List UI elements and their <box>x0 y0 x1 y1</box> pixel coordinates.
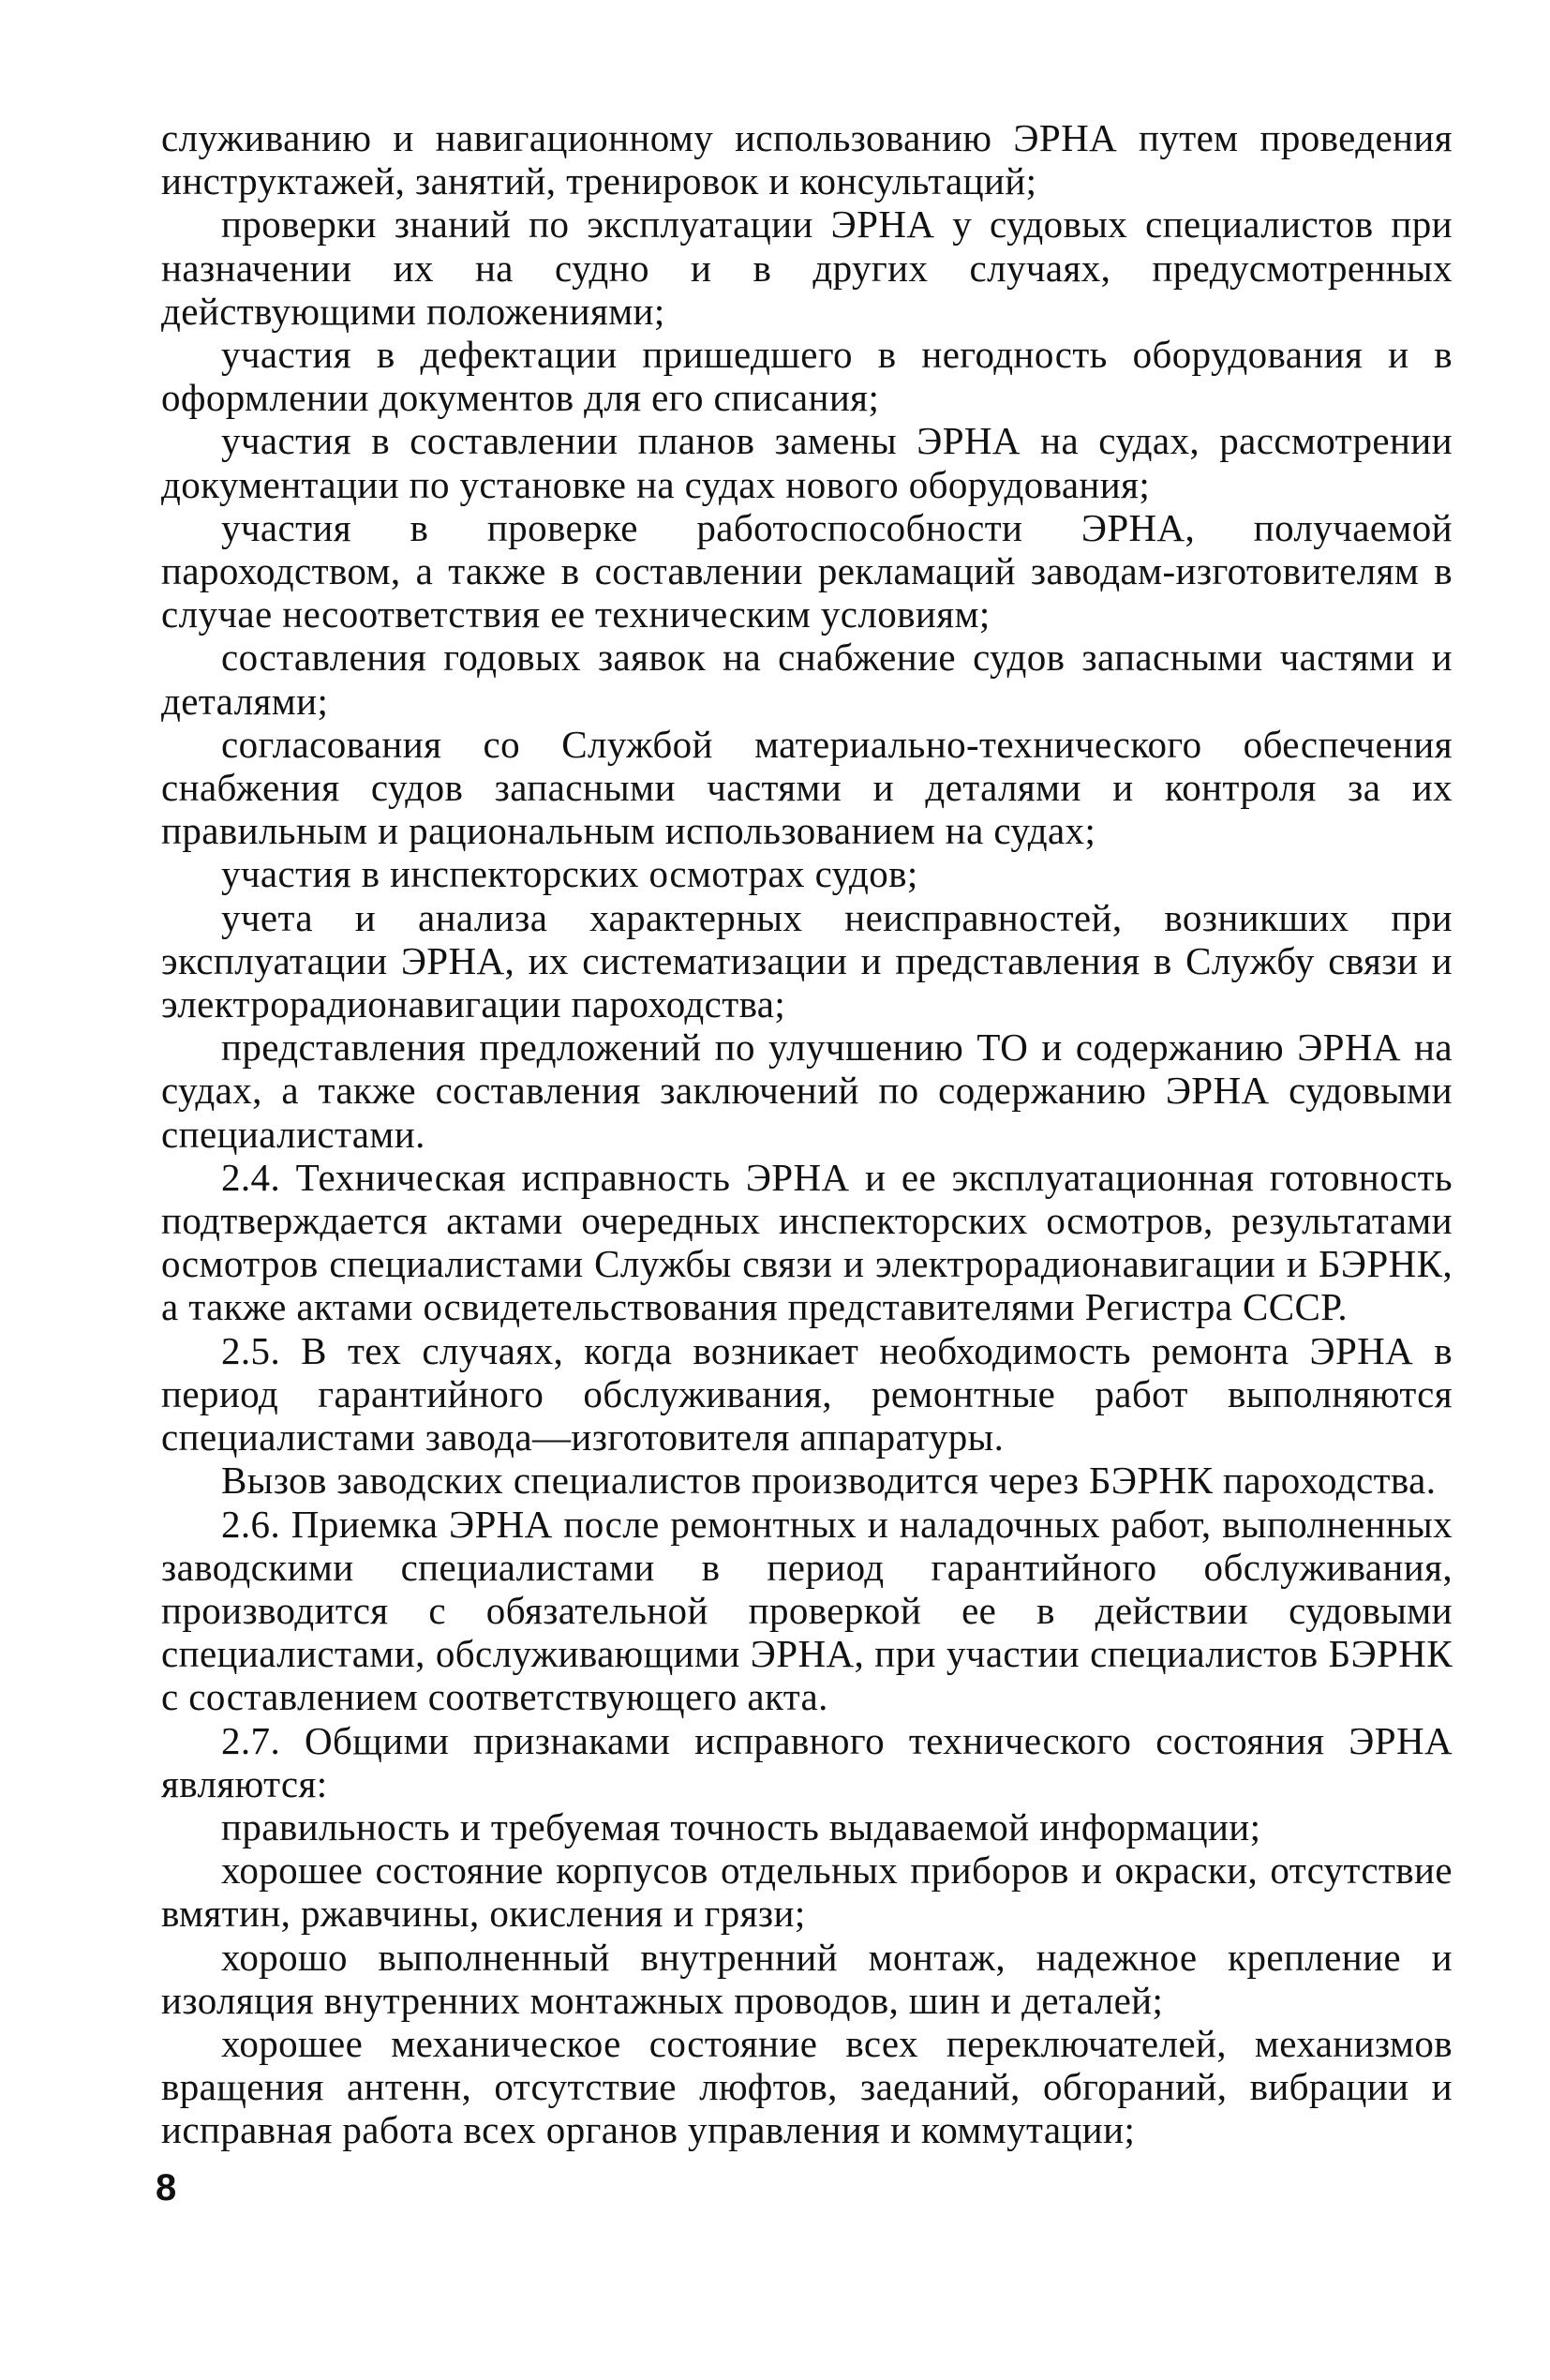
paragraph-section-2-4: 2.4. Техническая исправность ЭРНА и ее эксплуатационная готовность подтверждается актами очередных инспекторских осмотров, результатами осмотров специалистами Службы связи и электрорадионавигации и БЭРНК, а также актами освидетельствования представителями Регистра СССР. <box>161 1155 1453 1329</box>
paragraph-continuation: служиванию и навигационному использованию ЭРНА путем проведения инструктажей, занятий, тренировок и консультаций; <box>161 116 1453 203</box>
paragraph-section-2-5: 2.5. В тех случаях, когда возникает необходимость ремонта ЭРНА в период гарантийного обслуживания, ремонтные работ выполняются специалистами завода—изготовителя аппаратуры. <box>161 1328 1453 1459</box>
paragraph-defect-inspection: участия в дефектации пришедшего в негодность оборудования и в оформлении документов для его списания; <box>161 333 1453 420</box>
paragraph-mechanical-condition: хорошее механическое состояние всех переключателей, механизмов вращения антенн, отсутствие люфтов, заеданий, обгораний, вибрации и исправная работа всех органов управления и коммутации; <box>161 2021 1453 2152</box>
paragraph-operability-check: участия в проверке работоспособности ЭРНА, получаемой пароходством, а также в составлении рекламаций заводам-изготовителям в случае несоответствия ее техническим условиям; <box>161 505 1453 636</box>
paragraph-accuracy: правильность и требуемая точность выдаваемой информации; <box>221 1804 1261 1849</box>
paragraph-replacement-plans: участия в составлении планов замены ЭРНА на судах, рассмотрении документации по установке на судах нового оборудования; <box>161 419 1453 506</box>
paragraph-section-2-6: 2.6. Приемка ЭРНА после ремонтных и наладочных работ, выполненных заводскими специалистами в период гарантийного обслуживания, производится с обязательной проверкой ее в действии судовыми специалистами, обслуживающими ЭРНА, при участии специалистов БЭРНК с составлением соответствующего акта. <box>161 1502 1453 1719</box>
paragraph-knowledge-check: проверки знаний по эксплуатации ЭРНА у судовых специалистов при назначении их на судно и в других случаях, предусмотренных действующими положениями; <box>161 202 1453 333</box>
paragraph-internal-wiring: хорошо выполненный внутренний монтаж, надежное крепление и изоляция внутренних монтажных проводов, шин и деталей; <box>161 1935 1453 2022</box>
paragraph-supply-coordination: согласования со Службой материально-технического обеспечения снабжения судов запасными частями и деталями и контроля за их правильным и рациональным использованием на судах; <box>161 722 1453 853</box>
paragraph-fault-analysis: учета и анализа характерных неисправностей, возникших при эксплуатации ЭРНА, их систематизации и представления в Службу связи и электрорадионавигации пароходства; <box>161 895 1453 1026</box>
page-number: 8 <box>156 2167 177 2208</box>
paragraph-section-2-7: 2.7. Общими признаками исправного технического состояния ЭРНА являются: <box>161 1718 1453 1805</box>
paragraph-inspections: участия в инспекторских осмотрах судов; <box>221 852 918 896</box>
paragraph-factory-specialists: Вызов заводских специалистов производится через БЭРНК пароходства. <box>221 1459 1437 1503</box>
paragraph-improvement-proposals: представления предложений по улучшению ТО и содержанию ЭРНА на судах, а также составления заключений по содержанию ЭРНА судовыми специалистами. <box>161 1025 1453 1156</box>
paragraph-annual-requests: составления годовых заявок на снабжение судов запасными частями и деталями; <box>161 636 1453 723</box>
paragraph-housing-condition: хорошее состояние корпусов отдельных приборов и окраски, отсутствие вмятин, ржавчины, окисления и грязи; <box>161 1849 1453 1936</box>
page-body <box>161 116 1453 2152</box>
